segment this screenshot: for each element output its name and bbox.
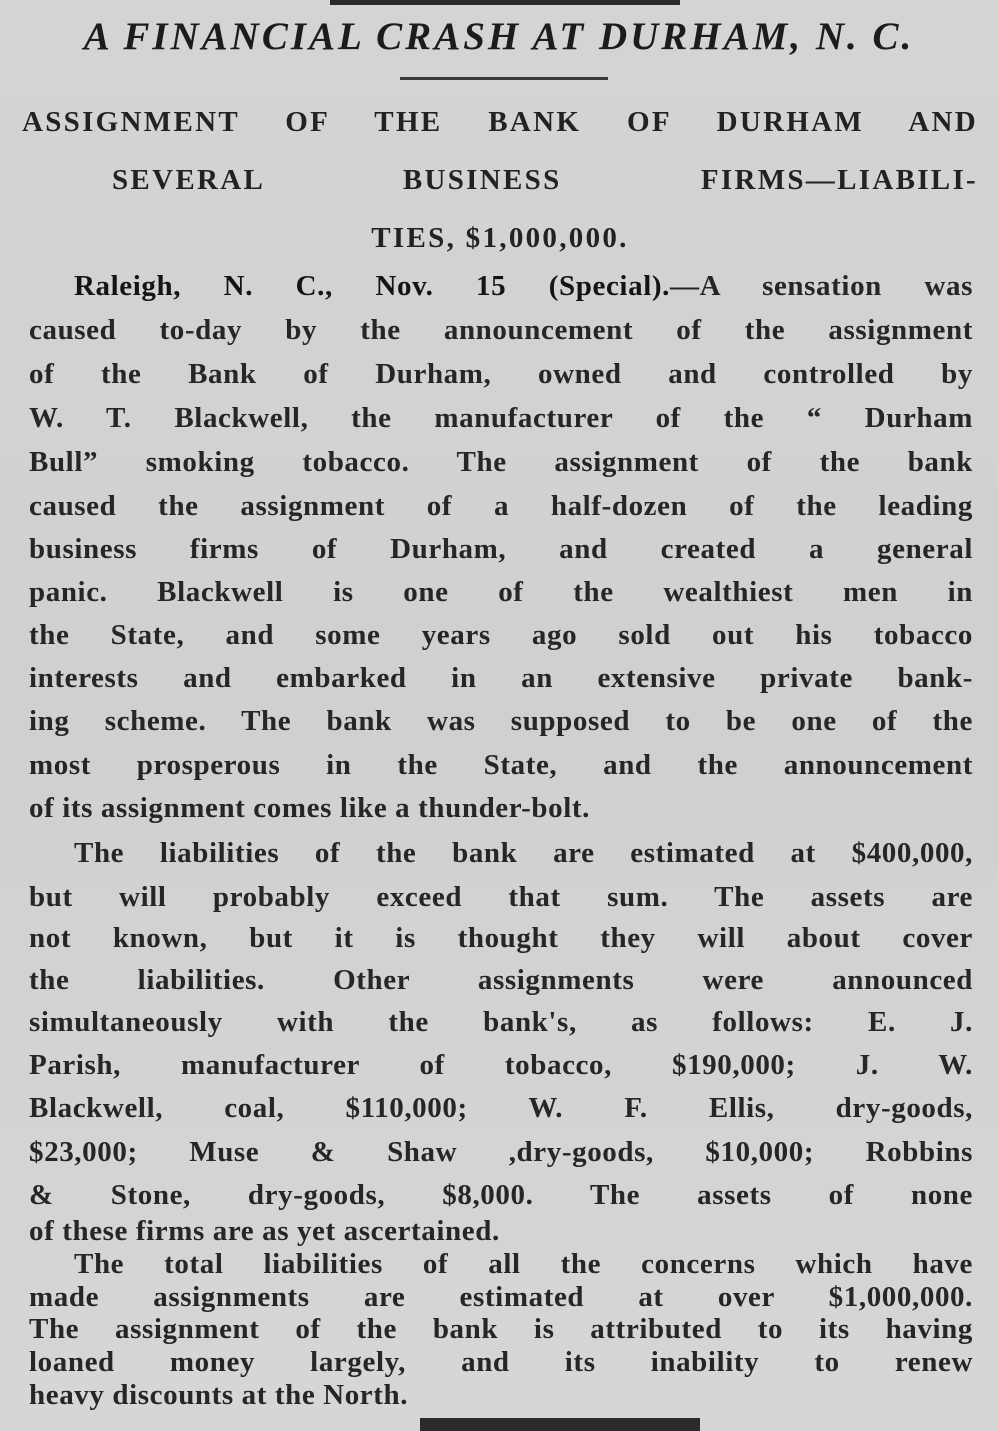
paragraph-2-line-4: the liabilities. Other assignments were announced (29, 964, 973, 996)
paragraph-3-line-4: loaned money largely, and its inability to renew (29, 1346, 973, 1378)
subheadline-line-3: TIES, $1,000,000. (371, 222, 629, 254)
paragraph-1-line-11: ing scheme. The bank was supposed to be one of the (29, 705, 973, 737)
paragraph-1-line-3: of the Bank of Durham, owned and controlled by (29, 358, 973, 390)
paragraph-3-line-2: made assignments are estimated at over $1,000,000. (29, 1281, 973, 1313)
headline-divider (400, 77, 608, 80)
paragraph-1-line-4: W. T. Blackwell, the manufacturer of the “ Durham (29, 402, 973, 434)
subheadline-line-2: SEVERAL BUSINESS FIRMS—LIABILI- (112, 164, 978, 196)
paragraph-1-line-8: panic. Blackwell is one of the wealthiest men in (29, 576, 973, 608)
paragraph-1-line-13: of its assignment comes like a thunder-bolt. (29, 792, 591, 824)
paragraph-1-line-7: business firms of Durham, and created a general (29, 533, 973, 565)
paragraph-2-line-8: $23,000; Muse & Shaw ,dry-goods, $10,000; Robbins (29, 1136, 973, 1168)
paragraph-1-line-12: most prosperous in the State, and the announcement (29, 749, 973, 781)
paragraph-1-line-10: interests and embarked in an extensive private bank- (29, 662, 973, 694)
paragraph-3-line-1: The total liabilities of all the concerns which have (74, 1248, 973, 1280)
paragraph-1-line-1: Raleigh, N. C., Nov. 15 (Special).—A sensation was (74, 270, 973, 302)
dateline: Raleigh, N. C., Nov. 15 (Special). (74, 270, 670, 302)
paragraph-3-line-5: heavy discounts at the North. (29, 1379, 409, 1411)
paragraph-3-line-3: The assignment of the bank is attributed to its having (29, 1313, 973, 1345)
paragraph-1-line-9: the State, and some years ago sold out his tobacco (29, 619, 973, 651)
bottom-column-rule (420, 1418, 700, 1431)
subheadline-line-1: ASSIGNMENT OF THE BANK OF DURHAM AND (22, 106, 978, 138)
paragraph-2-line-2: but will probably exceed that sum. The assets are (29, 881, 973, 913)
paragraph-2-line-3: not known, but it is thought they will about cover (29, 922, 973, 954)
top-column-rule (330, 0, 680, 5)
paragraph-1-line-5: Bull” smoking tobacco. The assignment of the bank (29, 446, 973, 478)
paragraph-1-line-2: caused to-day by the announcement of the assignment (29, 314, 973, 346)
headline: A FINANCIAL CRASH AT DURHAM, N. C. (83, 15, 915, 58)
paragraph-2-line-1: The liabilities of the bank are estimated at $400,000, (74, 837, 973, 869)
paragraph-2-line-9: & Stone, dry-goods, $8,000. The assets of none (29, 1179, 973, 1211)
paragraph-2-line-7: Blackwell, coal, $110,000; W. F. Ellis, dry-goods, (29, 1092, 973, 1124)
paragraph-1-line-6: caused the assignment of a half-dozen of the leading (29, 490, 973, 522)
paragraph-2-line-5: simultaneously with the bank's, as follows: E. J. (29, 1006, 973, 1038)
paragraph-2-line-10: of these firms are as yet ascertained. (29, 1215, 500, 1247)
paragraph-2-line-6: Parish, manufacturer of tobacco, $190,000; J. W. (29, 1049, 973, 1081)
